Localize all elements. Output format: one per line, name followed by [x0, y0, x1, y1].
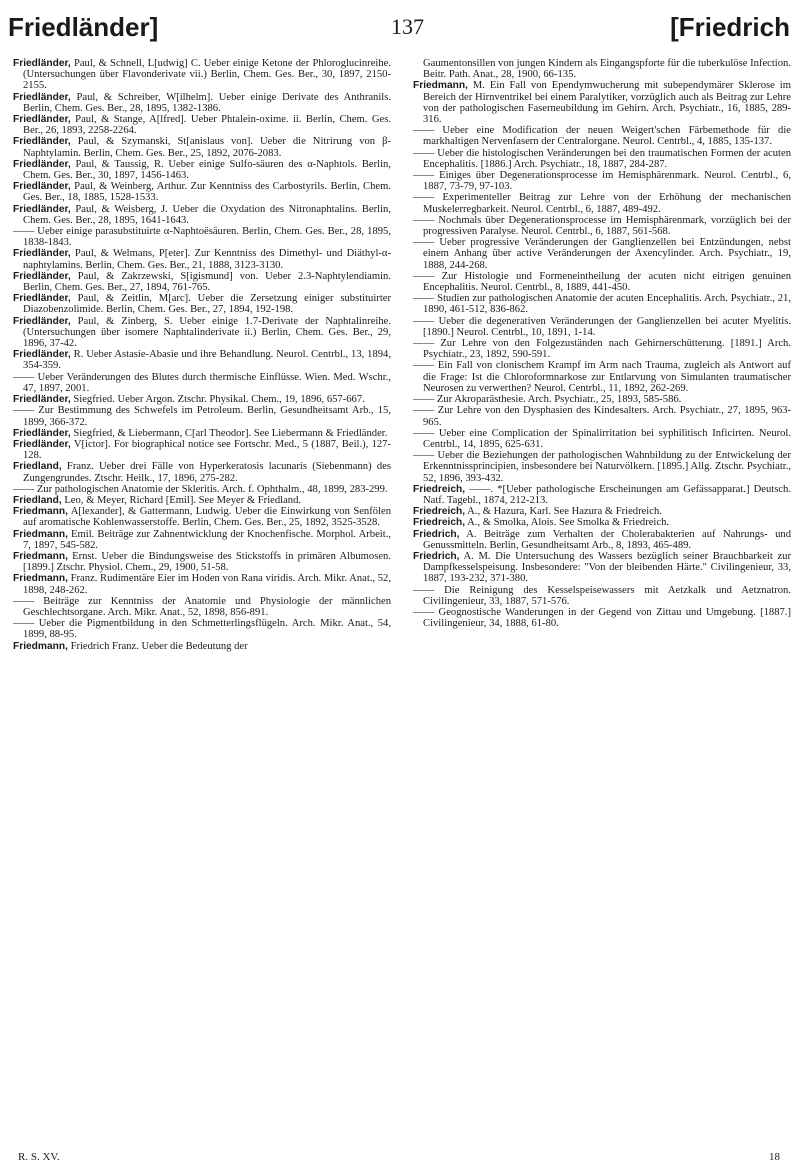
entry-text: —— Geognostische Wanderungen in der Gegend von Zittau und Umgebung. [1887.] Civilingenieur, 34, 1888, 61-80. — [413, 606, 791, 630]
author-surname: Friedrich, — [413, 550, 460, 562]
entry-text: A. M. Die Untersuchung des Wassers bezüglich seiner Brauchbarkeit zur Dampfkesselspeisung. Insbesondere: "Von der bleibenden Härte." Civilingenieur, 33, 1887, 193-232, 371-380. — [423, 550, 791, 585]
author-surname: Friedländer, — [13, 394, 71, 406]
entry-text: Leo, & Meyer, Richard [Emil]. See Meyer & Friedland. — [61, 494, 302, 506]
entry-text: Emil. Beiträge zur Zahnentwicklung der Knochenfische. Morphol. Arbeit., 7, 1897, 545-582. — [23, 528, 391, 551]
bibliography-entry — [13, 159, 391, 181]
author-surname: Friedland, — [13, 494, 62, 506]
bibliography-entry — [413, 517, 791, 528]
bibliography-entry — [13, 428, 391, 439]
entry-text: Paul, & Stange, A[lfred]. Ueber Phtalein-oxime. ii. Berlin, Chem. Ges. Ber., 26, 1893, 2258-2264. — [23, 114, 391, 137]
author-surname: Friedland, — [13, 461, 62, 473]
bibliography-entry — [413, 125, 791, 147]
entry-text: M. Ein Fall von Ependymwucherung mit subependymärer Sklerose im Bereich der Hirnventrikel bei einem Paralytiker, vorzüglich auch als Beitrag zur Lehre von der pathologischen Faserneubildung im Gehirn. Arch. Psychiatr., 16, 1885, 289-316. — [423, 80, 791, 126]
bibliography-entry — [13, 226, 391, 248]
author-surname: Friedländer, — [13, 315, 71, 327]
entry-text: —— Einiges über Degenerationsprocesse im Hemisphärenmark. Neurol. Centrbl., 6, 1887, 73-79, 97-103. — [413, 170, 791, 193]
page-number: 137 — [391, 14, 424, 39]
bibliography-entry — [13, 136, 391, 158]
entry-text: Paul, & Zinberg, S. Ueber einige 1.7-Derivate der Naphtalinreihe. (Untersuchungen über isomere Naphtalinderivate ii.) Berlin, Chem. Ges. Ber., 29, 1896, 37-42. — [23, 315, 391, 350]
entry-text: —— Ueber die degenerativen Veränderungen der Ganglienzellen bei acuter Myelitis. [1890.] Neurol. Centrbl., 10, 1891, 1-14. — [413, 315, 791, 338]
bibliography-entry — [413, 170, 791, 192]
bibliography-entry — [413, 484, 791, 506]
entry-text: —— Ueber die Pigmentbildung in den Schmetterlingsflügeln. Arch. Mikr. Anat., 54, 1899, 88-95. — [13, 618, 391, 641]
author-surname: Friedländer, — [13, 91, 71, 103]
entry-text: —— Ueber eine Modification der neuen Weigert'schen Färbemethode für die markhaltigen Nervenfasern der Centralorgane. Neurol. Centrbl., 4, 1885, 135-137. — [413, 125, 791, 148]
bibliography-entry — [13, 316, 391, 350]
bibliography-entry — [13, 495, 391, 506]
left-column — [13, 58, 391, 652]
author-surname: Friedländer, — [13, 293, 71, 305]
entry-text: R. Ueber Astasie-Abasie und ihre Behandlung. Neurol. Centrbl., 13, 1894, 354-359. — [23, 349, 391, 372]
entry-text: Friedrich Franz. Ueber die Bedeutung der — [67, 640, 248, 652]
entry-text: Paul, & Zeitlin, M[arc]. Ueber die Zersetzung einiger substituirter Diazobenzolimide. Berlin, Chem. Ges. Ber., 27, 1894, 192-198. — [23, 293, 391, 316]
bibliography-entry — [413, 428, 791, 450]
bibliography-entry — [13, 484, 391, 495]
bibliography-entry — [13, 204, 391, 226]
bibliography-entry — [13, 293, 391, 315]
header-right-guide: [Friedrich — [670, 12, 790, 42]
entry-text: —— Zur Lehre von den Folgezuständen nach Gehirnerschütterung. [1891.] Arch. Psychiatr., 23, 1892, 590-591. — [413, 338, 791, 361]
entry-text: —— Experimenteller Beitrag zur Lehre von der Erhöhung der mechanischen Muskelerregbarkeit. Neurol. Centrbl., 6, 1887, 489-492. — [413, 192, 791, 215]
entry-text: —— Ueber einige parasubstituirte α-Naphtoësäuren. Berlin, Chem. Ges. Ber., 28, 1895, 1838-1843. — [13, 226, 391, 249]
entry-text: —— Studien zur pathologischen Anatomie der acuten Encephalitis. Arch. Psychiatr., 21, 1890, 461-512, 836-862. — [413, 293, 791, 316]
entry-text: Siegfried, & Liebermann, C[arl Theodor]. See Liebermann & Friedländer. — [70, 427, 388, 439]
bibliography-entry — [413, 271, 791, 293]
author-surname: Friedmann, — [13, 506, 68, 518]
entry-text: ——. *[Ueber pathologische Erscheinungen am Gefässapparat.] Deutsch. Natf. Tagebl., 1874, 212-213. — [423, 483, 791, 506]
bibliography-entry — [13, 506, 391, 528]
entry-text: —— Ein Fall von clonischem Krampf im Arm nach Trauma, zugleich als Antwort auf die Frage: Ist die Chloroformnarkose zur Entlarvung von Simulanten traumatischer Neurosen zu verwerthen? Neurol. Centrbl., 11, 1892, 262-269. — [413, 360, 791, 394]
entry-text: Paul, & Welmans, P[eter]. Zur Kenntniss des Dimethyl- und Diäthyl-α-naphtylamins. Berlin, Chem. Ges. Ber., 21, 1888, 3123-3130. — [23, 248, 391, 271]
entry-text: Ernst. Ueber die Bindungsweise des Stickstoffs in primären Albumosen. [1899.] Ztschr. Physiol. Chem., 29, 1900, 51-58. — [23, 550, 391, 574]
entry-text: Paul, & Schreiber, W[ilhelm]. Ueber einige Derivate des Anthranils. Berlin, Chem. Ges. Ber., 28, 1895, 1382-1386. — [23, 91, 391, 114]
author-surname: Friedländer, — [13, 136, 71, 148]
entry-text: —— Beiträge zur Kenntniss der Anatomie und Physiologie der männlichen Geschlechtsorgane. Arch. Mikr. Anat., 52, 1898, 856-891. — [13, 595, 391, 618]
entry-text: Paul, & Zakrzewski, S[igismund] von. Ueber 2.3-Naphtylendiamin. Berlin, Chem. Ges. Ber., 27, 1894, 761-765. — [23, 270, 391, 294]
entry-text: A., & Smolka, Alois. See Smolka & Friedreich. — [465, 517, 670, 529]
bibliography-entry — [413, 80, 791, 125]
entry-text: —— Ueber Veränderungen des Blutes durch thermische Einflüsse. Wien. Med. Wschr., 47, 1897, 2001. — [13, 371, 391, 394]
entry-text: —— Die Reinigung des Kesselspeisewassers mit Aetzkalk und Aetznatron. Civilingenieur, 33, 1887, 571-576. — [413, 584, 791, 607]
author-surname: Friedländer, — [13, 349, 71, 361]
running-header — [8, 12, 790, 42]
author-surname: Friedländer, — [13, 158, 71, 170]
author-surname: Friedländer, — [13, 114, 71, 126]
entry-text: —— Zur Bestimmung des Schwefels im Petroleum. Berlin, Gesundheitsamt Arb., 15, 1899, 366-372. — [13, 405, 391, 428]
bibliography-entry — [413, 316, 791, 338]
entry-text: —— Nochmals über Degenerationsprocesse im Hemisphärenmark, vorzüglich bei der progressiven Paralyse. Neurol. Centrbl., 6, 1887, 561-568. — [413, 214, 791, 238]
right-column — [413, 58, 791, 629]
entry-text: V[ictor]. For biographical notice see Fortschr. Med., 5 (1887, Beil.), 127-128. — [23, 438, 391, 462]
author-surname: Friedländer, — [13, 427, 71, 439]
bibliography-entry — [13, 618, 391, 640]
bibliography-entry — [413, 338, 791, 360]
author-surname: Friedrich, — [413, 528, 460, 540]
entry-text: Gaumentonsillen von jungen Kindern als Eingangspforte für die tuberkulöse Infection. Beitr. Path. Anat., 28, 1900, 66-135. — [423, 58, 791, 81]
entry-text: A[lexander], & Gattermann, Ludwig. Ueber die Einwirkung von Senfölen auf aromatische Kohlenwasserstoffe. Berlin, Chem. Ges. Ber., 25, 1892, 3525-3528. — [23, 506, 391, 529]
bibliography-entry — [13, 439, 391, 461]
author-surname: Friedmann, — [13, 550, 68, 562]
bibliography-entry — [13, 92, 391, 114]
bibliography-entry — [413, 237, 791, 271]
bibliography-entry — [13, 372, 391, 394]
bibliography-entry — [13, 181, 391, 203]
entry-text: Paul, & Schnell, L[udwig] C. Ueber einige Ketone der Phloroglucinreihe. (Untersuchungen über Flavonderivate vii.) Berlin, Chem. Ges. Ber., 30, 1897, 2150-2155. — [23, 58, 391, 92]
entry-text: —— Zur Histologie und Formeneintheilung der acuten nicht eitrigen genuinen Encephalitis. Neurol. Centrbl., 8, 1889, 441-450. — [413, 270, 791, 294]
bibliography-entry — [13, 248, 391, 270]
bibliography-entry — [13, 114, 391, 136]
header-left-guide: Friedländer] — [8, 12, 159, 42]
entry-text: Franz. Rudimentäre Eier im Hoden von Rana viridis. Arch. Mikr. Anat., 52, 1898, 248-262. — [23, 573, 391, 596]
bibliography-entry — [13, 461, 391, 483]
bibliography-entry — [413, 293, 791, 315]
bibliography-entry — [13, 405, 391, 427]
bibliography-entry — [13, 394, 391, 405]
bibliography-entry — [13, 573, 391, 595]
author-surname: Friedmann, — [13, 528, 68, 540]
bibliography-entry — [413, 450, 791, 484]
bibliography-entry — [413, 551, 791, 585]
entry-text: A. Beiträge zum Verhalten der Cholerabakterien auf Nahrungs- und Genussmitteln. Berlin, Gesundheitsamt Arb., 8, 1893, 465-489. — [423, 528, 791, 551]
entry-text: Siegfried. Ueber Argon. Ztschr. Physikal. Chem., 19, 1896, 657-667. — [70, 394, 365, 406]
entry-text: Franz. Ueber drei Fälle von Hyperkeratosis lacunaris (Siebenmann) des Zungengrundes. Ztschr. Heilk., 17, 1896, 275-282. — [23, 461, 391, 484]
author-surname: Friedreich, — [413, 506, 466, 518]
author-surname: Friedländer, — [13, 181, 71, 193]
author-surname: Friedmann, — [413, 80, 468, 92]
bibliography-entry — [13, 529, 391, 551]
volume-signature: R. S. XV. — [18, 1151, 60, 1163]
entry-text: Paul, & Szymanski, St[anislaus von]. Ueber die Nitrirung von β-Naphtylamin. Berlin, Chem. Ges. Ber., 25, 1892, 2076-2083. — [23, 136, 391, 159]
author-surname: Friedländer, — [13, 203, 71, 215]
bibliography-entry — [13, 271, 391, 293]
entry-text: —— Ueber die Beziehungen der pathologischen Wahnbildung zu der Entwickelung der Erkenntnissprincipien, insbesondere bei Naturvölkern. [1895.] Allg. Ztschr. Psychiatr., 52, 1896, 393-432. — [413, 450, 791, 484]
bibliography-entry — [13, 596, 391, 618]
entry-text: A., & Hazura, Karl. See Hazura & Friedreich. — [465, 506, 662, 518]
entry-text: Paul, & Taussig, R. Ueber einige Sulfo-säuren des α-Naphtols. Berlin, Chem. Ges. Ber., 30, 1897, 1456-1463. — [23, 158, 391, 182]
author-surname: Friedländer, — [13, 270, 71, 282]
footer — [18, 1150, 780, 1164]
entry-text: —— Zur Lehre von den Dysphasien des Kindesalters. Arch. Psychiatr., 27, 1895, 963-965. — [413, 405, 791, 428]
bibliography-entry — [13, 58, 391, 92]
bibliography-entry — [13, 551, 391, 573]
bibliography-entry — [413, 585, 791, 607]
bibliography-entry — [413, 58, 791, 80]
bibliography-entry — [413, 394, 791, 405]
author-surname: Friedmann, — [13, 640, 68, 652]
entry-text: —— Ueber die histologischen Veränderungen bei den traumatischen Formen der acuten Encephalitis. [1886.] Arch. Psychiatr., 18, 1887, 284-287. — [413, 147, 791, 170]
bibliography-entry — [413, 506, 791, 517]
author-surname: Friedreich, — [413, 483, 466, 495]
bibliography-entry — [13, 641, 391, 652]
bibliography-entry — [413, 607, 791, 629]
entry-text: —— Zur Akroparästhesie. Arch. Psychiatr., 25, 1893, 585-586. — [413, 394, 682, 406]
author-surname: Friedländer, — [13, 58, 71, 69]
entry-text: —— Ueber progressive Veränderungen der Ganglienzellen bei Entzündungen, nebst einem Anhang über active Veränderungen der Axencylinder. Arch. Psychiatr., 19, 1888, 244-268. — [413, 237, 791, 271]
sheet-number: 18 — [769, 1151, 780, 1163]
author-surname: Friedreich, — [413, 517, 466, 529]
author-surname: Friedmann, — [13, 573, 68, 585]
bibliography-entry — [413, 215, 791, 237]
bibliography-entry — [413, 192, 791, 214]
entry-text: Paul, & Weisberg, J. Ueber die Oxydation des Nitronaphtalins. Berlin, Chem. Ges. Ber., 28, 1895, 1641-1643. — [23, 203, 391, 226]
author-surname: Friedländer, — [13, 248, 71, 260]
bibliography-entry — [413, 405, 791, 427]
entry-text: —— Ueber eine Complication der Spinalirritation bei syphilitisch Inficirten. Neurol. Centrbl., 14, 1895, 625-631. — [413, 427, 791, 450]
author-surname: Friedländer, — [13, 438, 71, 450]
bibliography-entry — [413, 360, 791, 394]
bibliography-entry — [13, 349, 391, 371]
entry-text: —— Zur pathologischen Anatomie der Skleritis. Arch. f. Ophthalm., 48, 1899, 283-299. — [13, 483, 388, 495]
bibliography-entry — [413, 529, 791, 551]
entry-text: Paul, & Weinberg, Arthur. Zur Kenntniss des Carbostyrils. Berlin, Chem. Ges. Ber., 18, 1885, 1528-1533. — [23, 181, 391, 204]
bibliography-entry — [413, 148, 791, 170]
